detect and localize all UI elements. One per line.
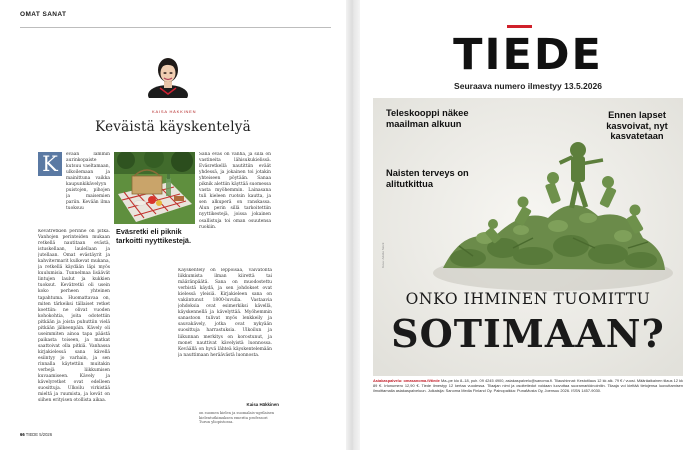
body-column-3-lower: Käyskentely on leppoisaa, vaivatonta liikkumista ilman kiirettä tai määränpäätä. Sana on muodostettu verbistä käydä, ja sen johdokset ovat kielessä yleisiä. Kirjakieleen sana on vakiintunut 1800-luvulla. Vastaavia johdoksia ovat esimerkiksi kävellä, käyskennellä ja kävelyttää. Myöhemmin sanastoon tulivat myös lenkkeily ja sauvakävely, jotka ovat nykyään suosittuja harrastuksia. Ulkoilun ja liikunnan merkitys on korostunut, ja monet nauttivat kävelyistä luonnossa. Keväällä on hyvä lähteä käyskentelemään ja nauttimaan heräävästä luonnosta. — [178, 268, 272, 358]
article-title: Keväistä käyskentelyä — [95, 119, 251, 135]
pull-quote: Eväsretki eli piknik tarkoitti nyyttikestejä. — [116, 227, 192, 245]
footer-magazine: TIEDE 5/2026 — [25, 432, 53, 437]
cover-teaser-children: Ennen lapset kasvoivat, nyt kasvatetaan — [606, 110, 668, 141]
signature-name: Kaisa Häkkinen — [246, 402, 279, 407]
signature-bio: on suomen kielen ja suomalais-ugrilaisen kielentutkimuksen emerita professori Turun yliopistossa. — [199, 411, 275, 425]
next-issue-cover — [373, 98, 683, 376]
subscription-info — [373, 378, 683, 393]
subscription-label: Asiakaspalvelu: omasanoma.fi/tiede — [373, 378, 440, 383]
body-column-1-top: evään lämmin aurinkopaiste kutsuu vaeltamaan, ulkoilemaan ja mainittuna vaikka kaupunkikävelyyn puistojen, pihojen ja maisemien pariin. Kevään ilma tuoksuu — [66, 152, 110, 212]
section-divider — [20, 27, 331, 28]
masthead: TIEDE — [453, 30, 603, 80]
body-column-3: Sana eväs on vanha, ja sillä on vastineita lähisukukielissä. Eväsretkellä nautittiin eväät yhdessä, ja jokainen toi jotakin yhteiseen pöytään. Sanaa piknik alettiin käyttää suomessa vasta myöhemmin. Lainasana tuli kieleen ruotsin kautta, ja sen alkuperä on ranskassa. Alun perin sillä tarkoitettiin nyyttikestejä, joissa jokainen osallistuja toi oman osuutensa ruokiin. — [199, 152, 271, 230]
cover-photo-credit: Kuva: Adobe Stock — [381, 242, 385, 268]
page-number: 66 — [20, 432, 25, 437]
cover-headline-top: ONKO IHMINEN TUOMITTU — [405, 290, 651, 308]
left-page — [0, 0, 346, 450]
page-footer — [20, 432, 52, 437]
author-signature — [199, 402, 279, 425]
right-page — [360, 0, 696, 450]
section-label: OMAT SANAT — [20, 11, 67, 18]
author-portrait — [148, 50, 188, 98]
author-caption: KAISA HÄKKINEN — [152, 109, 197, 114]
next-issue-line: Seuraava numero ilmestyy 13.5.2026 — [454, 81, 602, 91]
cover-teaser-telescope: Teleskooppi näkee maailman alkuun — [386, 108, 469, 129]
cover-headline-main: SOTIMAAN? — [391, 311, 665, 356]
page-gutter — [346, 0, 360, 450]
body-column-1: Kevätretkien perinne on pitkä. Vanhojen perinteiden mukaan retkellä nautitaan evästä, istuskellaan, laulellaan ja jutellaan. Omat evästäyrit ja kahvitermarit kulkevat mukana, ja retkellä käydään läpi myös kuulumisia. Tunnelmaa lisäävät lintujen laulut ja kukkien tuoksut. Kevätretki oli usein koko perheen yhteinen tapahtuma. Huomattavaa on, miten tärkeiksi tällaiset retket koettiin: ne olivat vuoden kohokohtia, joita odotettiin pitkään ja joista puhuttiin vielä pitkään jälkeenpäin. Kävely oli useimmiten ainoa tapa päästä paikasta toiseen, ja matkat saattoivat olla pitkiä. Vanhassa kirjakielessä sana kävellä esiintyy jo varhain, ja sen rinnalla käytettiin muitakin verbejä liikkumisen kuvaamiseen. Kävely ja kävelyretket ovat edelleen suosittuja. Ulkoilu virkistää mieltä ja ruumista, ja kevät on siihen erityisen otollista aikaa. — [38, 229, 110, 404]
red-accent-bar — [507, 25, 532, 28]
subscription-text: Ma–pe klo 8–18, puh. 09 4245 4900, asiakaspalvelu@sanoma.fi. Tilaushinnat: Kestotilaus 12 kk alk. 79 € / vuosi. Määräaikainen tilaus 12 kk 89 €. Irtonumero 12,90 €. Tiede ilmestyy 12 kertaa vuodessa. Tilaajan nimi ja osoitetiedot voidaan luovuttaa suoramarkkinointiin. Tilaaja voi kieltää tietojensa luovuttamisen ilmoittamalla asiakaspalveluun. Julkaisija: Sanoma Media Finland Oy. Painopaikka: PunaMusta Oy, Joensuu 2026. ISSN 1457-9030. — [373, 378, 683, 394]
dropcap: K — [38, 152, 62, 176]
cover-teaser-womens-health: Naisten terveys on alitutkittua — [386, 168, 469, 189]
picnic-photo — [114, 152, 195, 224]
